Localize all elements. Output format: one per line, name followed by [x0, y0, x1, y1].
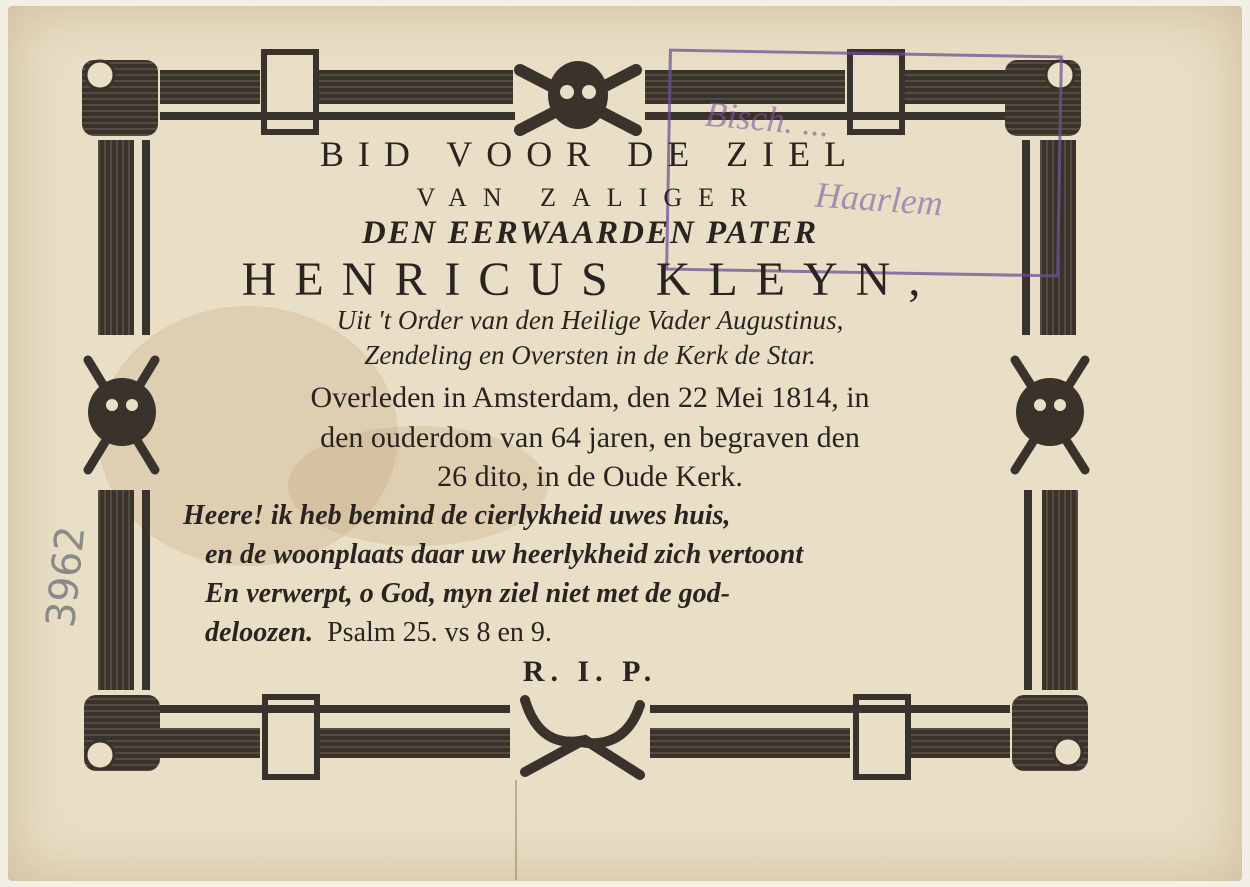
pencil-inventory-number: 3962 [38, 523, 95, 630]
skull-crossbones-icon [88, 360, 156, 470]
paper-tear [515, 780, 525, 880]
psalm-line: En verwerpt, o God, myn ziel niet met de god- [205, 578, 730, 609]
skull-crossbones-icon [520, 61, 636, 130]
death-line: Overleden in Amsterdam, den 22 Mei 1814, in [310, 381, 870, 414]
crossed-scythes-icon [525, 700, 640, 775]
pater-line: DEN EERWAARDEN PATER [361, 215, 819, 251]
death-line: 26 dito, in de Oude Kerk. [437, 460, 743, 493]
psalm-line [205, 617, 552, 649]
skull-crossbones-icon [1015, 360, 1085, 470]
cherub-icon [84, 695, 160, 771]
psalm-word: deloozen. [205, 617, 314, 648]
death-line: den ouderdom van 64 jaren, en begraven den [320, 421, 860, 454]
mission-line: Zendeling en Oversten in de Kerk de Star. [364, 340, 816, 370]
psalm-line: Heere! ik heb bemind de cierlykheid uwes huis, [183, 500, 731, 531]
psalm-reference: Psalm 25. vs 8 en 9. [327, 617, 552, 648]
stamp-text: Haarlem [813, 174, 945, 224]
cherub-icon [1012, 695, 1088, 771]
name-line: HENRICUS KLEYN, [241, 253, 939, 306]
order-line: Uit 't Order van den Heilige Vader Augustinus, [336, 305, 844, 335]
title-line: BID VOOR DE ZIEL [319, 134, 861, 174]
stamp-text: Bisch. ... [703, 93, 832, 145]
psalm-line: en de woonplaats daar uw heerlykheid zich vertoont [205, 539, 804, 570]
subtitle-line: VAN ZALIGER [416, 183, 764, 212]
rip-line: R. I. P. [522, 655, 658, 688]
cherub-icon [82, 60, 158, 136]
